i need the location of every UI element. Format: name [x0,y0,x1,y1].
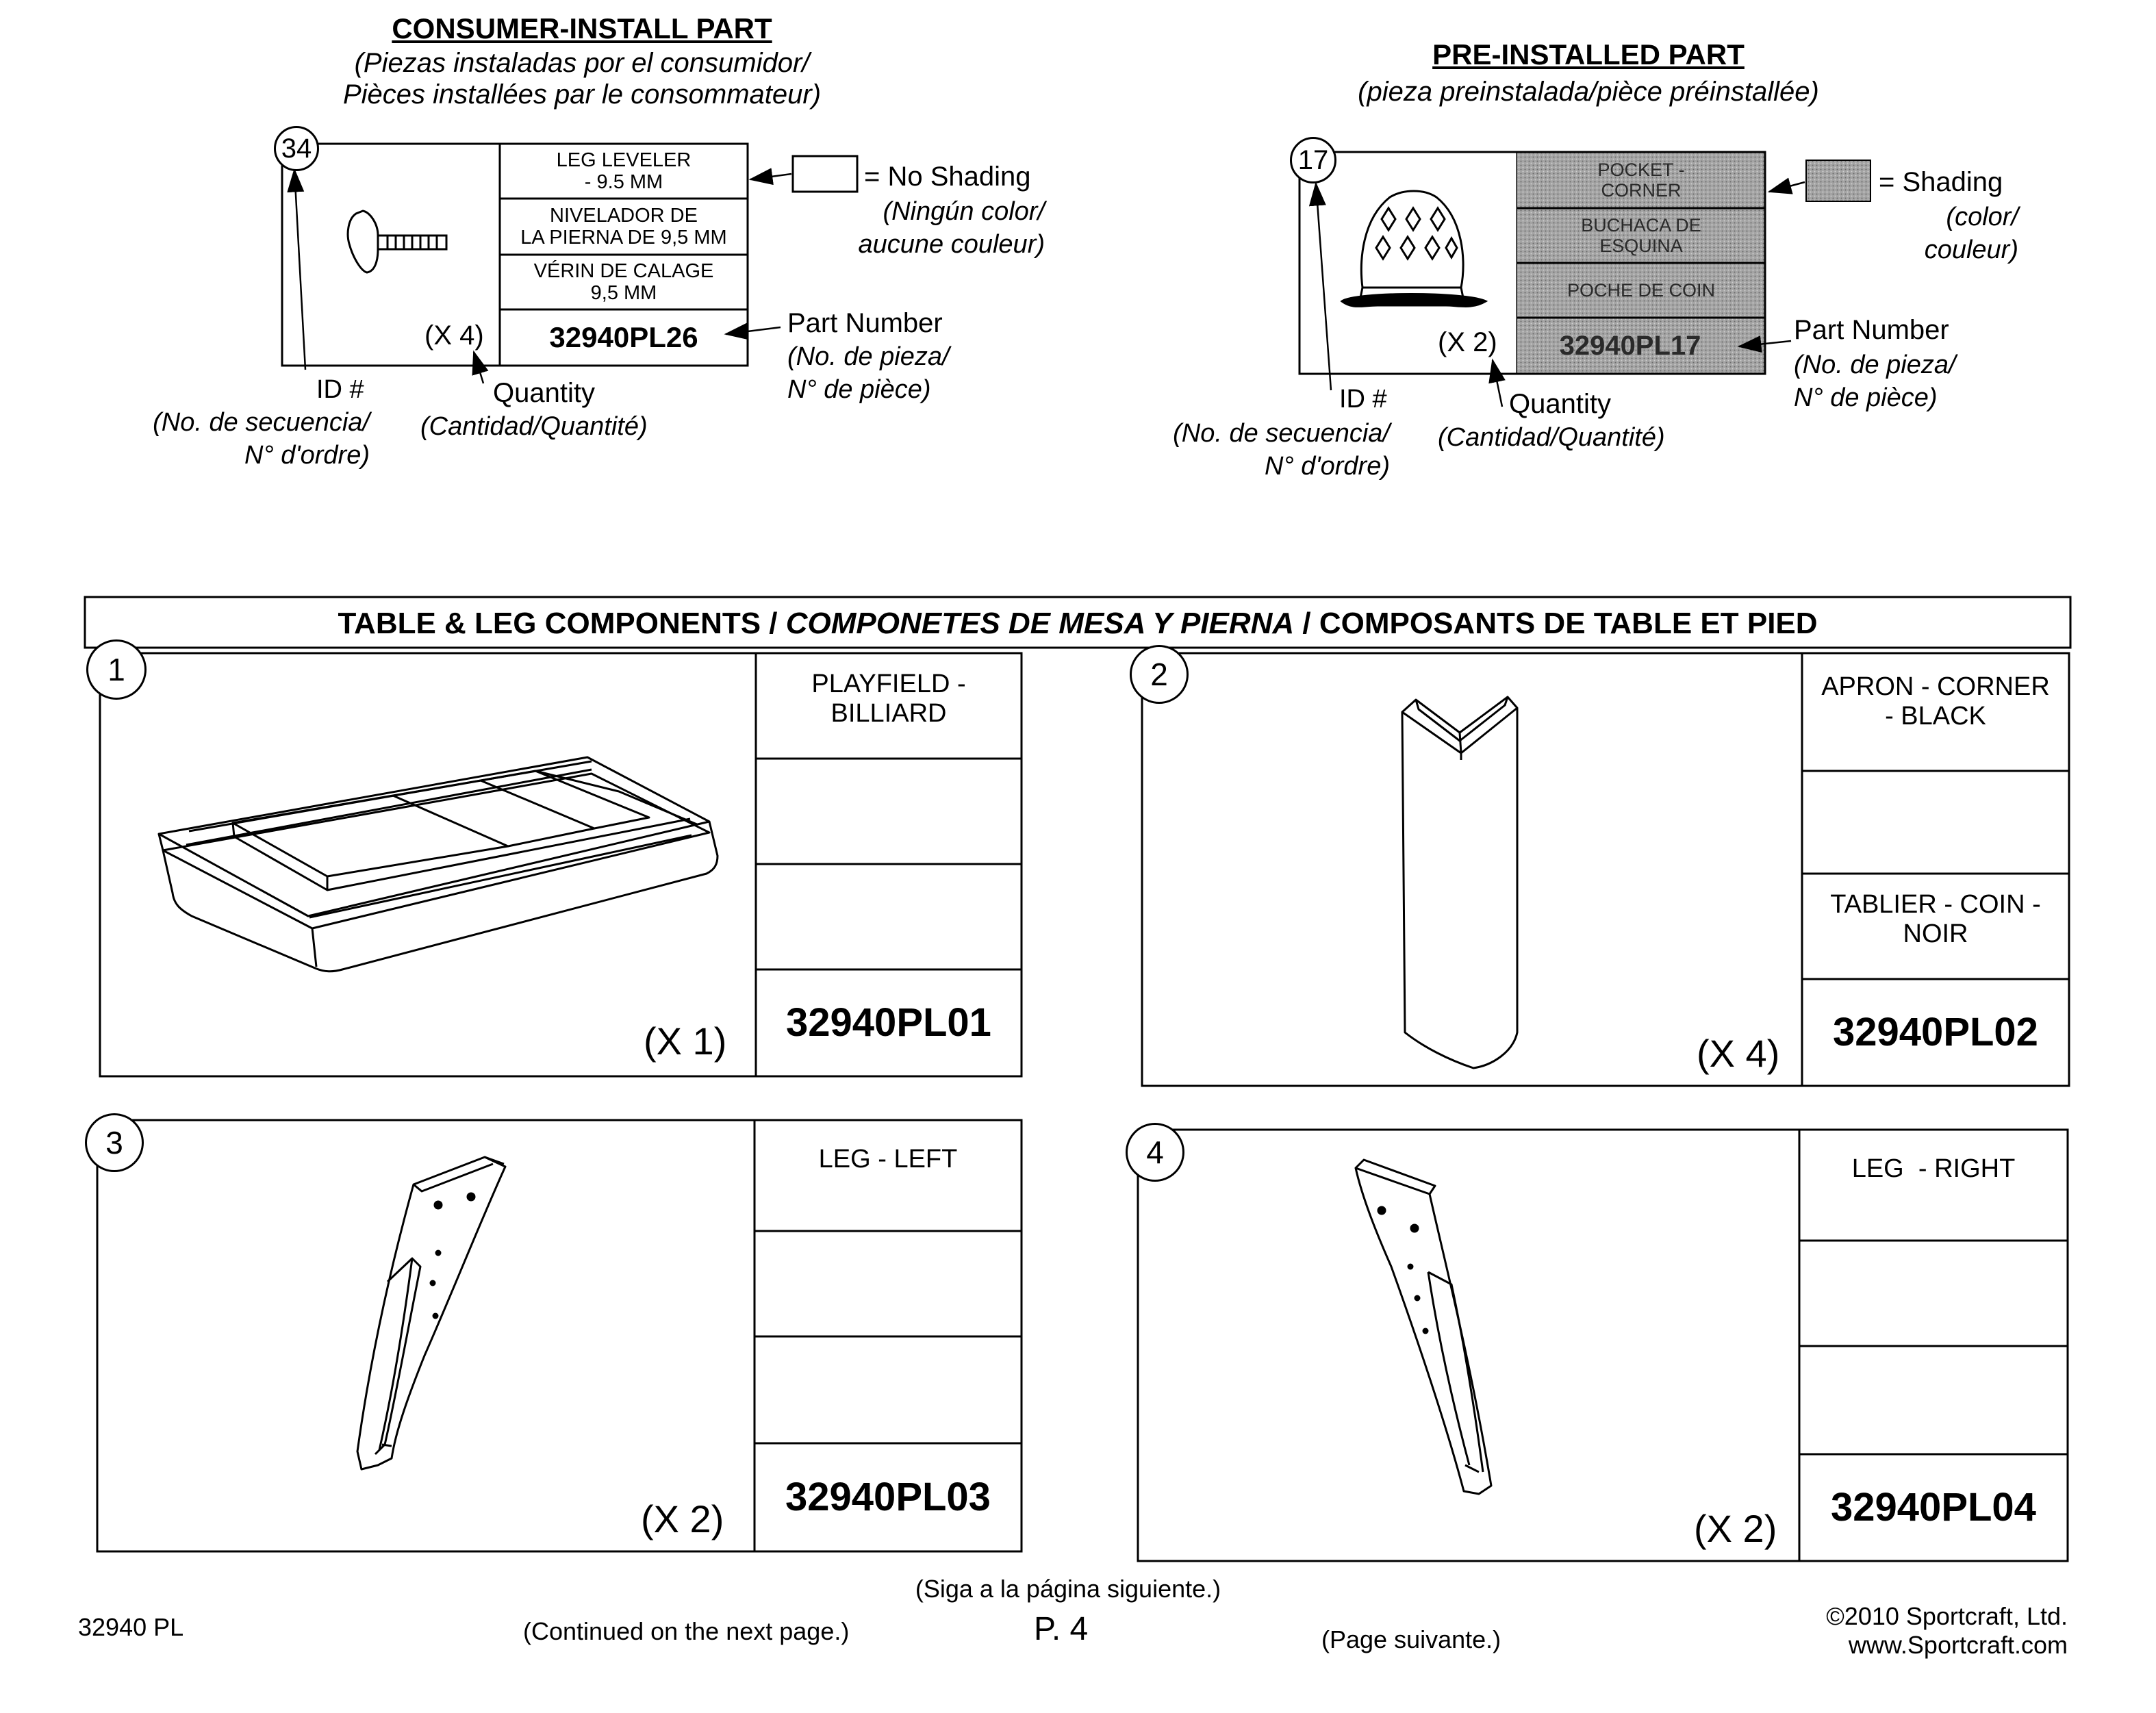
desc-line: 9,5 MM [590,282,657,304]
desc-line: LEG - RIGHT [1851,1154,2016,1183]
part-id-badge: 4 [1126,1123,1184,1182]
consumer-part-number: 32940PL26 [549,321,698,354]
preinstalled-id-label: ID # [1339,385,1387,414]
consumer-subtitle-fr: Pièces installées par le consommateur) [342,79,822,110]
desc-line: BUCHACA DE [1581,214,1701,236]
shading-swatch [1806,160,1870,201]
part-id-badge: 3 [85,1113,144,1172]
preinstalled-part-number-es: (No. de pieza/ [1794,351,1956,379]
consumer-desc-fr [500,255,748,309]
footer-model: 32940 PL [78,1613,184,1641]
desc-line: POCKET - [1597,159,1685,180]
consumer-quantity-trans: (Cantidad/Quantité) [420,412,648,441]
no-shading-swatch [793,156,857,192]
part-3-desc-en [754,1120,1022,1231]
part-2-quantity: (X 4) [1697,1032,1780,1075]
preinstalled-id-es: (No. de secuencia/ [1173,419,1390,448]
desc-line: LA PIERNA DE 9,5 MM [520,227,727,249]
shading-es: (color/ [1946,203,2018,231]
consumer-subtitle-es: (Piezas instaladas por el consumidor/ [354,48,810,78]
leg-left-drawing [357,1157,505,1469]
desc-line: TABLIER - COIN - [1830,890,2041,919]
preinstalled-part-number-label: Part Number [1794,315,1949,345]
part-4-desc-en [1799,1130,2068,1241]
desc-line: PLAYFIELD - [811,670,966,698]
no-shading-es: (Ningún color/ [883,197,1045,226]
part-2-desc-en [1802,653,2069,771]
desc-line: APRON - CORNER [1821,672,2050,701]
section-title-en: TABLE & LEG COMPONENTS / [338,607,786,640]
part-2-number: 32940PL02 [1833,1009,2038,1054]
section-title-fr: / COMPOSANTS DE TABLE ET PIED [1294,607,1818,640]
part-4-quantity: (X 2) [1694,1507,1777,1550]
footer-copyright: ©2010 Sportcraft, Ltd. [1826,1602,2068,1630]
consumer-id-badge: 34 [274,126,319,171]
part-2-desc-fr [1802,874,2069,979]
preinstalled-desc-fr [1517,263,1765,318]
desc-line: NIVELADOR DE [550,204,698,227]
consumer-part-number-label: Part Number [787,308,943,338]
section-title [85,607,2070,641]
consumer-part-number-es: (No. de pieza/ [787,342,950,371]
part-1-quantity: (X 1) [644,1019,727,1063]
preinstalled-id-fr: N° d'ordre) [1265,452,1390,481]
desc-line: BILLIARD [830,698,947,728]
footer-page-number: P. 4 [1034,1611,1089,1647]
consumer-desc-es [500,199,748,255]
no-shading-fr: aucune couleur) [858,230,1045,259]
footer-continued-en: (Continued on the next page.) [523,1617,850,1645]
leg-leveler-drawing [348,211,446,272]
consumer-id-es: (No. de secuencia/ [153,408,370,437]
desc-line: - BLACK [1885,701,1986,731]
part-id-badge: 2 [1130,645,1189,704]
desc-line: - 9.5 MM [584,171,663,193]
desc-line: LEG LEVELER [556,149,692,171]
preinstalled-quantity-trans: (Cantidad/Quantité) [1438,423,1665,452]
preinstalled-part-number: 32940PL17 [1559,330,1701,361]
preinstalled-part-number-fr: N° de pièce) [1794,383,1938,412]
consumer-quantity: (X 4) [424,320,484,351]
part-4-number: 32940PL04 [1831,1484,2036,1530]
shading-label: = Shading [1879,167,2003,197]
desc-line: POCHE DE COIN [1567,279,1716,301]
consumer-part-number-fr: N° de pièce) [787,375,931,404]
desc-line: NOIR [1903,919,1968,948]
desc-line: CORNER [1601,180,1682,201]
shading-fr: couleur) [1924,236,2018,264]
consumer-id-fr: N° d'ordre) [244,441,370,470]
part-3-number: 32940PL03 [785,1474,991,1519]
pocket-drawing [1342,191,1486,307]
part-1-number: 32940PL01 [786,1000,991,1045]
consumer-quantity-label: Quantity [493,378,595,408]
section-title-es: COMPONETES DE MESA Y PIERNA [785,607,1295,640]
part-3-quantity: (X 2) [641,1497,724,1540]
leg-right-drawing [1356,1160,1491,1494]
desc-line: VÉRIN DE CALAGE [533,259,714,282]
preinstalled-desc-en [1517,152,1765,208]
consumer-title: CONSUMER-INSTALL PART [392,12,772,45]
desc-line: LEG - LEFT [818,1145,958,1173]
footer-continued-fr: (Page suivante.) [1321,1625,1501,1653]
preinstalled-title: PRE-INSTALLED PART [1432,38,1745,71]
footer-website: www.Sportcraft.com [1848,1631,2068,1659]
no-shading-label: = No Shading [864,162,1031,192]
footer-continued-es: (Siga a la página siguiente.) [915,1575,1221,1603]
part-1-desc-en [756,653,1022,759]
desc-line: ESQUINA [1599,236,1683,256]
preinstalled-id-badge: 17 [1290,137,1336,183]
playfield-drawing [159,757,718,972]
preinstalled-quantity: (X 2) [1438,327,1497,357]
preinstalled-subtitle: (pieza preinstalada/pièce préinstallée) [1358,77,1819,107]
part-id-badge: 1 [86,639,147,700]
preinstalled-quantity-label: Quantity [1509,389,1611,419]
apron-corner-drawing [1402,697,1517,1068]
consumer-id-label: ID # [316,375,364,404]
preinstalled-desc-es [1517,208,1765,263]
consumer-desc-en [500,144,748,199]
